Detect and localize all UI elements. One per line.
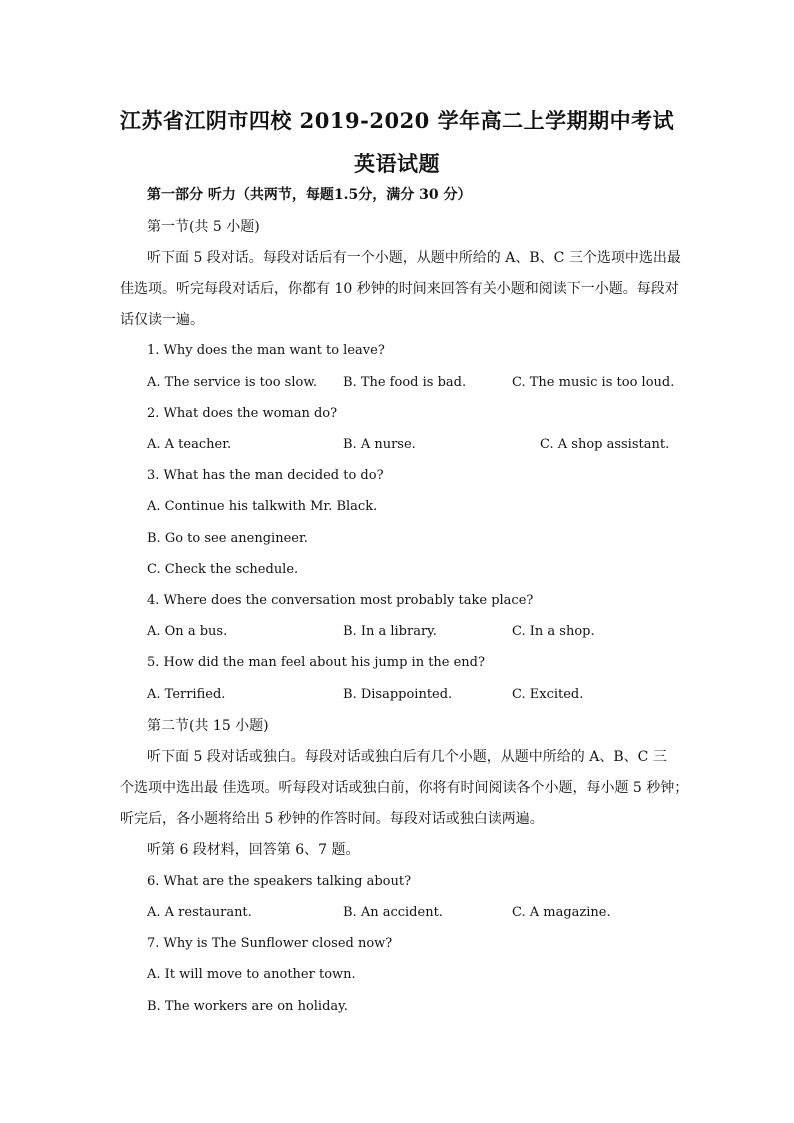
part1-heading: 第一部分 听力（共两节，每题1.5分，满分 30 分） bbox=[147, 187, 472, 203]
answer-option: B. The workers are on holiday. bbox=[147, 999, 348, 1014]
question-stem: 6. What are the speakers talking about? bbox=[147, 874, 412, 889]
answer-option: A. On a bus. bbox=[147, 624, 228, 639]
document-title: 江苏省江阴市四校 2019-2020 学年高二上学期期中考试 bbox=[119, 108, 675, 133]
answer-option: A. It will move to another town. bbox=[147, 967, 356, 982]
answer-option: B. An accident. bbox=[343, 905, 443, 920]
answer-option: A. A teacher. bbox=[147, 437, 232, 452]
section1-instruction-line: 佳选项。听完每段对话后，你都有 10 秒钟的时间来回答有关小题和阅读下一小题。每段对 bbox=[120, 281, 679, 297]
answer-option: A. A restaurant. bbox=[147, 905, 252, 920]
section2-instruction-line: 听完后，各小题将给出 5 秒钟的作答时间。每段对话或独白读两遍。 bbox=[120, 811, 544, 827]
question-stem: 2. What does the woman do? bbox=[147, 406, 338, 421]
document-subtitle: 英语试题 bbox=[354, 151, 440, 176]
answer-option: C. A shop assistant. bbox=[540, 437, 670, 452]
answer-option: B. Go to see anengineer. bbox=[147, 531, 308, 546]
section1-instruction-line: 话仅读一遍。 bbox=[120, 312, 204, 328]
section2-instruction-line: 个选项中选出最 佳选项。听每段对话或独白前，你将有时间阅读各个小题，每小题 5 秒钟； bbox=[120, 780, 689, 796]
section2-heading: 第二节(共 15 小题) bbox=[147, 718, 269, 734]
section1-heading: 第一节(共 5 小题) bbox=[147, 219, 260, 235]
answer-option: C. In a shop. bbox=[512, 624, 595, 639]
section2-instruction-line: 听下面 5 段对话或独白。每段对话或独白后有几个小题，从题中所给的 A、B、C 三 bbox=[147, 749, 667, 765]
answer-option: B. In a library. bbox=[343, 624, 437, 639]
material-note: 听第 6 段材料，回答第 6、7 题。 bbox=[147, 842, 360, 858]
answer-option: B. A nurse. bbox=[343, 437, 416, 452]
answer-option: B. The food is bad. bbox=[343, 375, 467, 390]
answer-option: A. The service is too slow. bbox=[147, 375, 318, 390]
question-stem: 7. Why is The Sunflower closed now? bbox=[147, 936, 393, 951]
question-stem: 1. Why does the man want to leave? bbox=[147, 343, 385, 358]
answer-option: C. Check the schedule. bbox=[147, 562, 299, 577]
answer-option: C. The music is too loud. bbox=[512, 375, 675, 390]
answer-option: B. Disappointed. bbox=[343, 687, 453, 702]
question-stem: 5. How did the man feel about his jump in the end? bbox=[147, 655, 485, 670]
answer-option: A. Terrified. bbox=[147, 687, 226, 702]
answer-option: A. Continue his talkwith Mr. Black. bbox=[147, 499, 378, 514]
question-stem: 3. What has the man decided to do? bbox=[147, 468, 384, 483]
answer-option: C. A magazine. bbox=[512, 905, 611, 920]
question-stem: 4. Where does the conversation most probably take place? bbox=[147, 593, 534, 608]
section1-instruction-line: 听下面 5 段对话。每段对话后有一个小题，从题中所给的 A、B、C 三个选项中选出最 bbox=[147, 250, 681, 266]
answer-option: C. Excited. bbox=[512, 687, 584, 702]
